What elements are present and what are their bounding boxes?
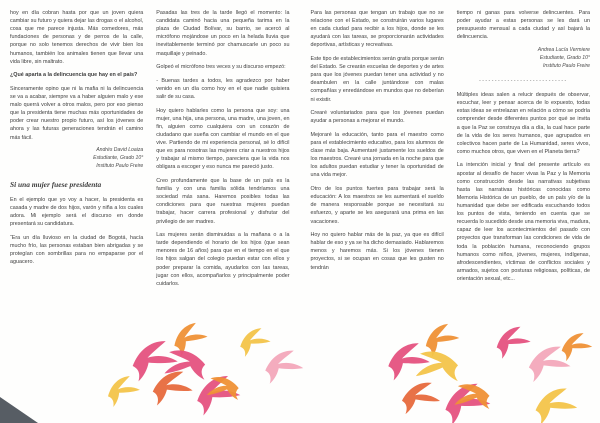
bird-icon <box>193 373 243 416</box>
author-attribution <box>10 147 143 171</box>
paragraph: Otro de los puntos fuertes para trabajar será la educación: A los maestros se les aumentará el sueldo de manera responsable porque se necesitará su esfuerzo, y aparte se les asegurará una prima en las vacaciones. <box>310 186 444 225</box>
attribution-line: Andrés David Loaiza <box>96 147 144 154</box>
bird-icon <box>533 386 579 423</box>
page-corner-fold <box>0 397 38 423</box>
attribution-line: Estudiante, Grado 10° <box>93 155 144 162</box>
columns <box>10 9 590 354</box>
paragraph: Mejoraré la educación, tanto para el maestro como para el establecimiento educativo, para los alumnos de clase más baja. Aumentaré justamente los sueldos de los maestros. Crearé una jornada en la noche para que los adultos puedan estudiar y tener la oportunidad de una vida mejor. <box>310 131 444 179</box>
attribution-line: Instituto Paulo Freire <box>543 62 590 69</box>
paragraph: “Era un día lluvioso en la ciudad de Bogotá, hacía mucho frío, las personas estaban bien abrigadas y se protegían con sombrillas para no empaparse por el aguacero. <box>10 234 144 266</box>
section-divider: ---------------------------- <box>479 77 568 84</box>
bird-icon <box>441 381 493 423</box>
attribution-line: Andrea Lucía Vermiere <box>537 46 590 53</box>
paragraph: Crearé voluntariados para que los jóvenes puedan ayudar a personas a mejorar el mundo. <box>310 110 444 125</box>
paragraph: hoy en día cobran hasta por que un joven quiera cambiar su futuro y quiera dejar las drogas o el alcohol, cosa que me parece injusta. Más comedores, más fundaciones de personas y de perros de la calle, porque no solo tenemos derechos de vivir bien los humanos, también los animales tienen que llevar una vida libre, sin maltrato. <box>10 10 144 65</box>
paragraph: La intención inicial y final del presente artículo es apostar al desafío de hacer vivas la Paz y la Memoria como construcción desde las narrativas subjetivas hasta las narrativas históricas conocidas como Memoria Histórica de un pueblo, de un país y/o de la humanidad que debe ser edificada escuchando todos los puntos de vista, teniendo en cuenta que se recuerda lo sucedido desde una memoria viva, madura, capaz de leer los acontecimientos del pasado con proyectos que transforman las condiciones de vida de toda la población humana, reconociendo grupos humanos como niños, jóvenes, mujeres, indígenas, afrodescendientes, víctimas de conflictos sociales y armados, sujetos con posturas religiosas, políticas, de orientación sexual, etc... <box>456 162 590 283</box>
question-paragraph: ¿Qué aparta a la delincuencia que hay en el país? <box>10 72 138 79</box>
paragraph: Sinceramente opino que ni la mafia ni la delincuencia se va a acabar, siempre va a haber alguien malo y ese malo querrá volver a otros malos, pero por eso pienso que la presidenta tiene muchas más oportunidades de poder crear nuestro propio futuro, así los jóvenes de ahora y las futuras generaciones tendrán el camino más fácil. <box>10 85 144 141</box>
bird-icon <box>263 349 305 384</box>
paragraph: Múltiples ideas salen a relucir después de observar, escuchar, leer y pensar acerca de lo expuesto, todas estas ideas se entrelazan en relación a cómo se podría comprender desde diferentes puntos por qué se invita a que la Paz se construya día a día, la cual hace parte de la vida de los seres humanos, que agrupados en colectivos hacen parte de La Humanidad, seres vivos, como muchos otros, que viven en el Planeta tierra? <box>456 92 590 155</box>
text-column-4 <box>457 9 590 354</box>
paragraph: - Buenas tardes a todos, les agradezco por haber venido en un día como hoy en el que nadie quisiera salir de su casa. <box>156 77 290 100</box>
attribution-line: Estudiante, Grado 10° <box>539 54 590 61</box>
attribution-line: Instituto Paulo Freire <box>96 162 144 169</box>
paragraph: Golpeó el micrófono tres veces y su discurso empezó: <box>156 64 286 71</box>
bird-icon <box>205 375 240 403</box>
paragraph: Creo profundamente que la base de un país es la familia y con una familia sólida tendríamos una sociedad más sana. Haremos posibles todas las condiciones para que nuestras mujeres puedan trabajar, hacer carrera profesional y disfrutar del privilegio de ser madres. <box>156 177 290 225</box>
bird-icon <box>150 370 193 406</box>
paragraph: Hoy quiero hablarles como la persona que soy: una mujer, una hija, una persona, una madre, una joven, en fin, alguien como cualquiera con un corazón de ciudadano que sueña con cambiar el mundo en el que vive. Partiendo de mi experiencia personal, sé lo difícil que es para nosotras las mujeres criar a nuestros hijos y trabajar al mismo tiempo, pareciera que la vida nos obligara a escoger y eso nunca me pareció justo. <box>156 107 290 171</box>
section-heading: Si una mujer fuese presidenta <box>10 179 102 189</box>
paragraph: Las mujeres serán disminuidas a la mañana o a la tarde dependiendo el horario de los hijos (que sean menores de 16 años) para que en el tiempo en el que los hijos salgan del colegio puedan estar con ellos y poder preparar la comida, ayudarlos con las tareas, jugar con ellos, acompañarlos y principalmente poder cuidarlos. <box>156 232 290 287</box>
bird-icon <box>400 381 441 414</box>
paragraph: tiempo ni ganas para volverse delincuentes. Para poder ayudar a estas personas se les dará un presupuesto mensual a cada ciudad y así bajará la delincuencia. <box>456 10 590 41</box>
text-column-3 <box>311 9 444 354</box>
author-attribution <box>457 47 590 71</box>
bird-icon <box>104 374 143 408</box>
text-column-2 <box>156 9 289 354</box>
paragraph: Hoy no quiero hablar más de la paz, ya que es difícil hablar de eso y ya se ha dicho demasiado. Hablaremos menos y haremos más. Si los jóvenes tienen proyectos, si se ocupan en cosas que les gusten no tendrán <box>310 232 444 271</box>
bird-icon <box>452 381 492 414</box>
paragraph: Para las personas que tengan un trabajo que no se relacione con el Estado, se construirán varios lugares en cada ciudad para recibir a los hijos, donde se les ayudará con las tareas, se proporcionarán actividades deportivas, artísticas y recreativas. <box>310 10 444 49</box>
paragraph: En el ejemplo que yo voy a hacer, la presidenta es casada y madre de dos hijos, varón y niña a los cuales adora. Mi ejemplo será el discurso en donde presentará su candidatura. <box>10 196 144 228</box>
paragraph: Este tipo de establecimientos serán gratis porque serán del Estado. Se crearán escuelas de deportes y de artes para que los jóvenes puedan tener una actividad y no deambulen en la calle juntándose con malas compañías y enredándose en mundos que no deberían ni existir. <box>310 56 444 103</box>
paragraph: Pasadas las tres de la tarde llegó el momento: la candidata caminó hacia una pequeña tarima en la plaza de Ciudad Bolívar, su barrio, se acercó al micrófono mojándose un poco en la helada lluvia que inevitablemente terminó por chamuscarle un poco su maquillaje y peinado. <box>156 10 290 57</box>
text-column-1 <box>10 9 143 354</box>
